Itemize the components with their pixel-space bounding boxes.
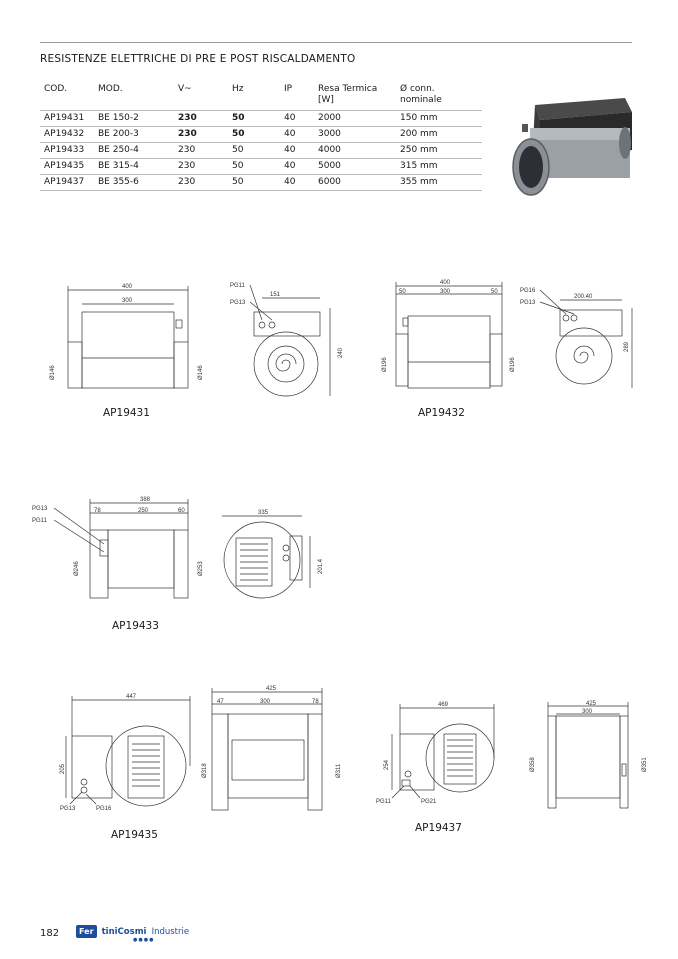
- col-hz: Hz: [232, 84, 244, 94]
- drawing-ap19433: [32, 497, 324, 598]
- dim-dia-left: Ø246: [74, 561, 80, 576]
- dim-width-total: 400: [122, 284, 133, 290]
- section-title: RESISTENZE ELETTRICHE DI PRE E POST RISCALDAMENTO: [40, 53, 356, 65]
- dim-side-width: 151: [270, 292, 281, 298]
- logo-mark: Fer: [76, 925, 97, 938]
- logo-dots-icon: ●●●●: [133, 937, 155, 943]
- page-number: 182: [40, 928, 60, 939]
- dim-width-total: 469: [438, 702, 449, 708]
- cell-resa: 4000: [314, 143, 396, 159]
- cell-mod: BE 200-3: [94, 127, 174, 143]
- dim-dia-right: Ø253: [198, 561, 204, 576]
- cell-mod: BE 250-4: [94, 143, 174, 159]
- dim-seg-mid: 250: [138, 508, 149, 514]
- cell-ip: 40: [280, 127, 314, 143]
- col-v: V~: [178, 84, 192, 94]
- drawing-ap19432: [382, 280, 632, 388]
- cell-cod: AP19431: [40, 111, 94, 127]
- caption-ap19435: AP19435: [111, 829, 158, 841]
- pg-label-a: PG16: [520, 288, 536, 294]
- pg-label-b: PG11: [32, 518, 47, 524]
- cell-cod: AP19437: [40, 175, 94, 191]
- dim-seg-right: 78: [312, 699, 319, 705]
- cell-conn: 315 mm: [396, 159, 482, 175]
- cell-conn: 355 mm: [396, 175, 482, 191]
- dim-side-height: 201.4: [318, 558, 324, 574]
- cell-mod: BE 355-6: [94, 175, 174, 191]
- dim-dia-right: Ø146: [198, 365, 204, 380]
- cell-cod: AP19433: [40, 143, 94, 159]
- drawing-ap19431: [50, 283, 344, 396]
- cell-ip: 40: [280, 143, 314, 159]
- pg-label-a: PG11: [230, 283, 245, 289]
- dim-seg-left: 50: [399, 289, 406, 295]
- cell-v: 230: [174, 159, 228, 175]
- dim-height: 205: [60, 763, 66, 774]
- dim-side-width: 200.40: [574, 294, 593, 300]
- dim-seg-right: 50: [491, 289, 498, 295]
- dim-width-total: 388: [140, 497, 151, 503]
- caption-ap19432: AP19432: [418, 407, 465, 419]
- logo-suffix: Industrie: [151, 927, 190, 937]
- caption-ap19431: AP19431: [103, 407, 150, 419]
- dim-dia-left: Ø318: [202, 763, 208, 778]
- dim-width-body: 300: [582, 709, 593, 715]
- dim-width-total-2: 425: [266, 686, 277, 692]
- cell-conn: 250 mm: [396, 143, 482, 159]
- dim-seg-mid: 300: [440, 289, 451, 295]
- cell-ip: 40: [280, 111, 314, 127]
- cell-v: 230: [174, 111, 228, 127]
- cell-v: 230: [174, 175, 228, 191]
- cell-cod: AP19435: [40, 159, 94, 175]
- cell-v: 230: [174, 127, 228, 143]
- cell-ip: 40: [280, 159, 314, 175]
- dim-dia-right: Ø196: [510, 357, 516, 372]
- pg-label-b: PG16: [96, 806, 112, 812]
- pg-label-a: PG13: [60, 806, 76, 812]
- caption-ap19437: AP19437: [415, 822, 462, 834]
- cell-resa: 2000: [314, 111, 396, 127]
- dim-height: 254: [384, 759, 390, 770]
- col-resa: Resa Termica [W]: [318, 84, 378, 105]
- cell-hz: 50: [228, 111, 280, 127]
- dim-side-height: 289: [624, 341, 630, 352]
- cell-cod: AP19432: [40, 127, 94, 143]
- pg-label-b: PG13: [230, 300, 246, 306]
- drawing-ap19435: [60, 686, 342, 812]
- logo-word: tiniCosmi: [101, 927, 147, 937]
- cell-hz: 50: [228, 159, 280, 175]
- dim-seg-left: 78: [94, 508, 101, 514]
- dim-side-width: 335: [258, 510, 269, 516]
- pg-label-b: PG13: [520, 300, 536, 306]
- brand-logo: [76, 925, 189, 943]
- cell-mod: BE 150-2: [94, 111, 174, 127]
- cell-resa: 5000: [314, 159, 396, 175]
- dim-side-height: 240: [338, 347, 344, 358]
- cell-ip: 40: [280, 175, 314, 191]
- cell-hz: 50: [228, 175, 280, 191]
- dim-seg-right: 60: [178, 508, 185, 514]
- pg-label-a: PG13: [32, 506, 48, 512]
- col-mod: MOD.: [98, 84, 123, 94]
- dim-width-body: 300: [122, 298, 133, 304]
- cell-resa: 3000: [314, 127, 396, 143]
- dim-dia-right: Ø351: [642, 757, 648, 772]
- cell-hz: 50: [228, 143, 280, 159]
- cell-conn: 150 mm: [396, 111, 482, 127]
- dim-seg-mid: 300: [260, 699, 271, 705]
- dim-dia-left: Ø196: [382, 357, 388, 372]
- drawing-ap19437: [376, 701, 648, 808]
- cell-v: 230: [174, 143, 228, 159]
- product-photo: [513, 98, 632, 195]
- dim-dia-right: Ø311: [336, 763, 342, 778]
- dim-dia-left: Ø146: [50, 365, 56, 380]
- cell-hz: 50: [228, 127, 280, 143]
- dim-seg-left: 47: [217, 699, 224, 705]
- caption-ap19433: AP19433: [112, 620, 159, 632]
- dim-dia-left: Ø358: [530, 757, 536, 772]
- col-conn: Ø conn. nominale: [400, 84, 442, 105]
- dim-width-total-2: 425: [586, 701, 597, 707]
- col-ip: IP: [284, 84, 293, 94]
- cell-mod: BE 315-4: [94, 159, 174, 175]
- col-cod: COD.: [44, 84, 68, 94]
- cell-conn: 200 mm: [396, 127, 482, 143]
- cell-resa: 6000: [314, 175, 396, 191]
- pg-label-a: PG11: [376, 799, 391, 805]
- dim-width-total: 447: [126, 694, 137, 700]
- pg-label-b: PG21: [421, 799, 437, 805]
- dim-width-total: 400: [440, 280, 451, 286]
